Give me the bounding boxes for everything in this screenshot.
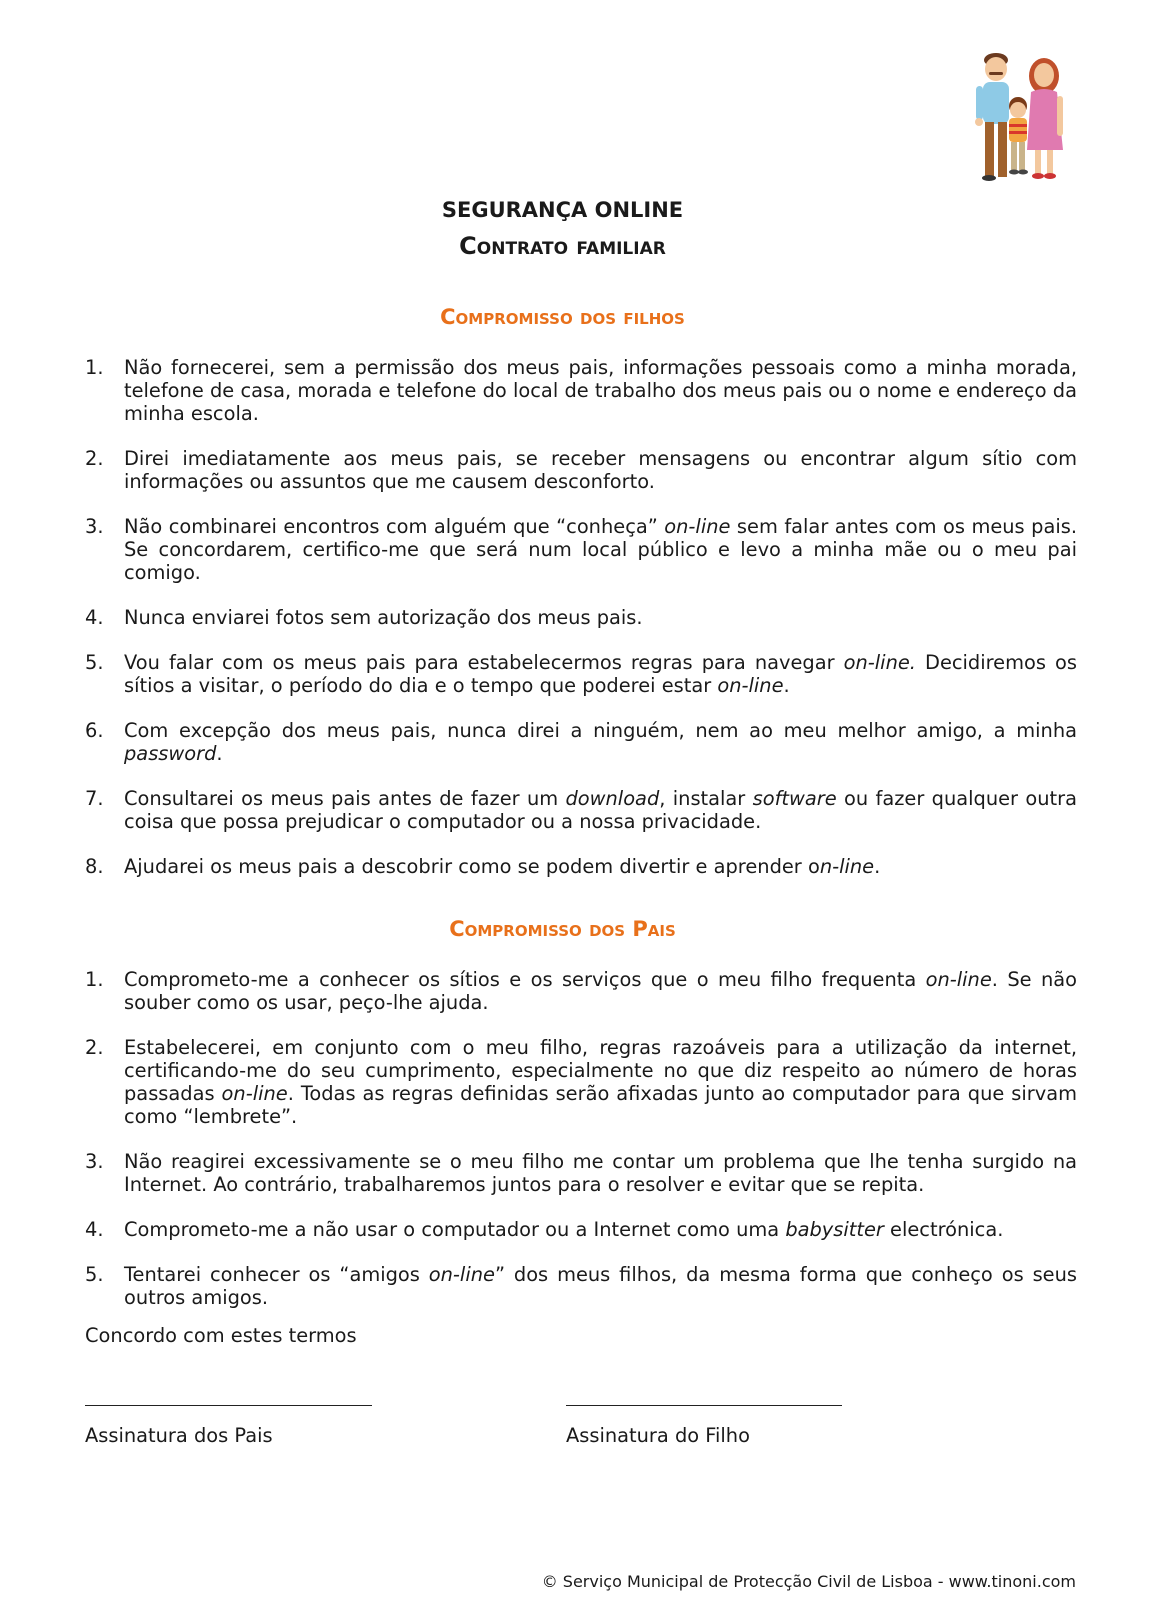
parents-signature-label: Assinatura dos Pais bbox=[85, 1424, 273, 1447]
list-item: 7. Consultarei os meus pais antes de fazer um download, instalar software ou fazer qualquer outra coisa que possa prejudicar o computador ou a nossa privacidade. bbox=[85, 787, 1077, 833]
document-title: SEGURANÇA ONLINE bbox=[441, 198, 684, 222]
parents-commitments-list bbox=[85, 968, 1077, 1331]
list-item: 6. Com excepção dos meus pais, nunca direi a ninguém, nem ao meu melhor amigo, a minha password. bbox=[85, 719, 1077, 765]
footer-copyright: © Serviço Municipal de Protecção Civil de Lisboa - www.tinoni.com bbox=[541, 1572, 1076, 1591]
list-item: 4. Comprometo-me a não usar o computador ou a Internet como uma babysitter electrónica. bbox=[85, 1218, 1004, 1241]
family-illustration bbox=[963, 50, 1073, 185]
parents-section-heading: Compromisso dos Pais bbox=[449, 917, 676, 941]
child-signature-label: Assinatura do Filho bbox=[566, 1424, 750, 1447]
list-item: 3. Não reagirei excessivamente se o meu filho me contar um problema que lhe tenha surgido na Internet. Ao contrário, trabalharemos juntos para o resolver e evitar que se repita. bbox=[85, 1150, 1077, 1196]
children-commitments-list bbox=[85, 356, 1077, 900]
list-item: 1. Não fornecerei, sem a permissão dos meus pais, informações pessoais como a minha morada, telefone de casa, morada e telefone do local de trabalho dos meus pais ou o nome e endereço da minha escola. bbox=[85, 356, 1077, 425]
document-subtitle: Contrato familiar bbox=[459, 232, 666, 260]
list-item: 2. Estabelecerei, em conjunto com o meu filho, regras razoáveis para a utilização da internet, certificando-me do seu cumprimento, especialmente no que diz respeito ao número de horas passadas on-line. Todas as regras definidas serão afixadas junto ao computador para que sirvam como “lembrete”. bbox=[85, 1036, 1077, 1128]
list-item: 5. Vou falar com os meus pais para estabelecermos regras para navegar on-line. Decidiremos os sítios a visitar, o período do dia e o tempo que poderei estar on-line. bbox=[85, 651, 1077, 697]
children-section-heading: Compromisso dos filhos bbox=[440, 305, 685, 329]
list-item: 2. Direi imediatamente aos meus pais, se receber mensagens ou encontrar algum sítio com informações ou assuntos que me causem desconforto. bbox=[85, 447, 1077, 493]
list-item: 3. Não combinarei encontros com alguém que “conheça” on-line sem falar antes com os meus pais. Se concordarem, certifico-me que será num local público e levo a minha mãe ou o meu pai comigo. bbox=[85, 515, 1077, 584]
list-item: 5. Tentarei conhecer os “amigos on-line” dos meus filhos, da mesma forma que conheço os seus outros amigos. bbox=[85, 1263, 1077, 1309]
agreement-statement: Concordo com estes termos bbox=[85, 1324, 357, 1347]
list-item: 8. Ajudarei os meus pais a descobrir como se podem divertir e aprender on-line. bbox=[85, 855, 881, 878]
child-signature-line bbox=[566, 1405, 842, 1406]
list-item: 1. Comprometo-me a conhecer os sítios e os serviços que o meu filho frequenta on-line. Se não souber como os usar, peço-lhe ajuda. bbox=[85, 968, 1077, 1014]
parents-signature-line bbox=[85, 1405, 372, 1406]
list-item: 4. Nunca enviarei fotos sem autorização dos meus pais. bbox=[85, 606, 643, 629]
